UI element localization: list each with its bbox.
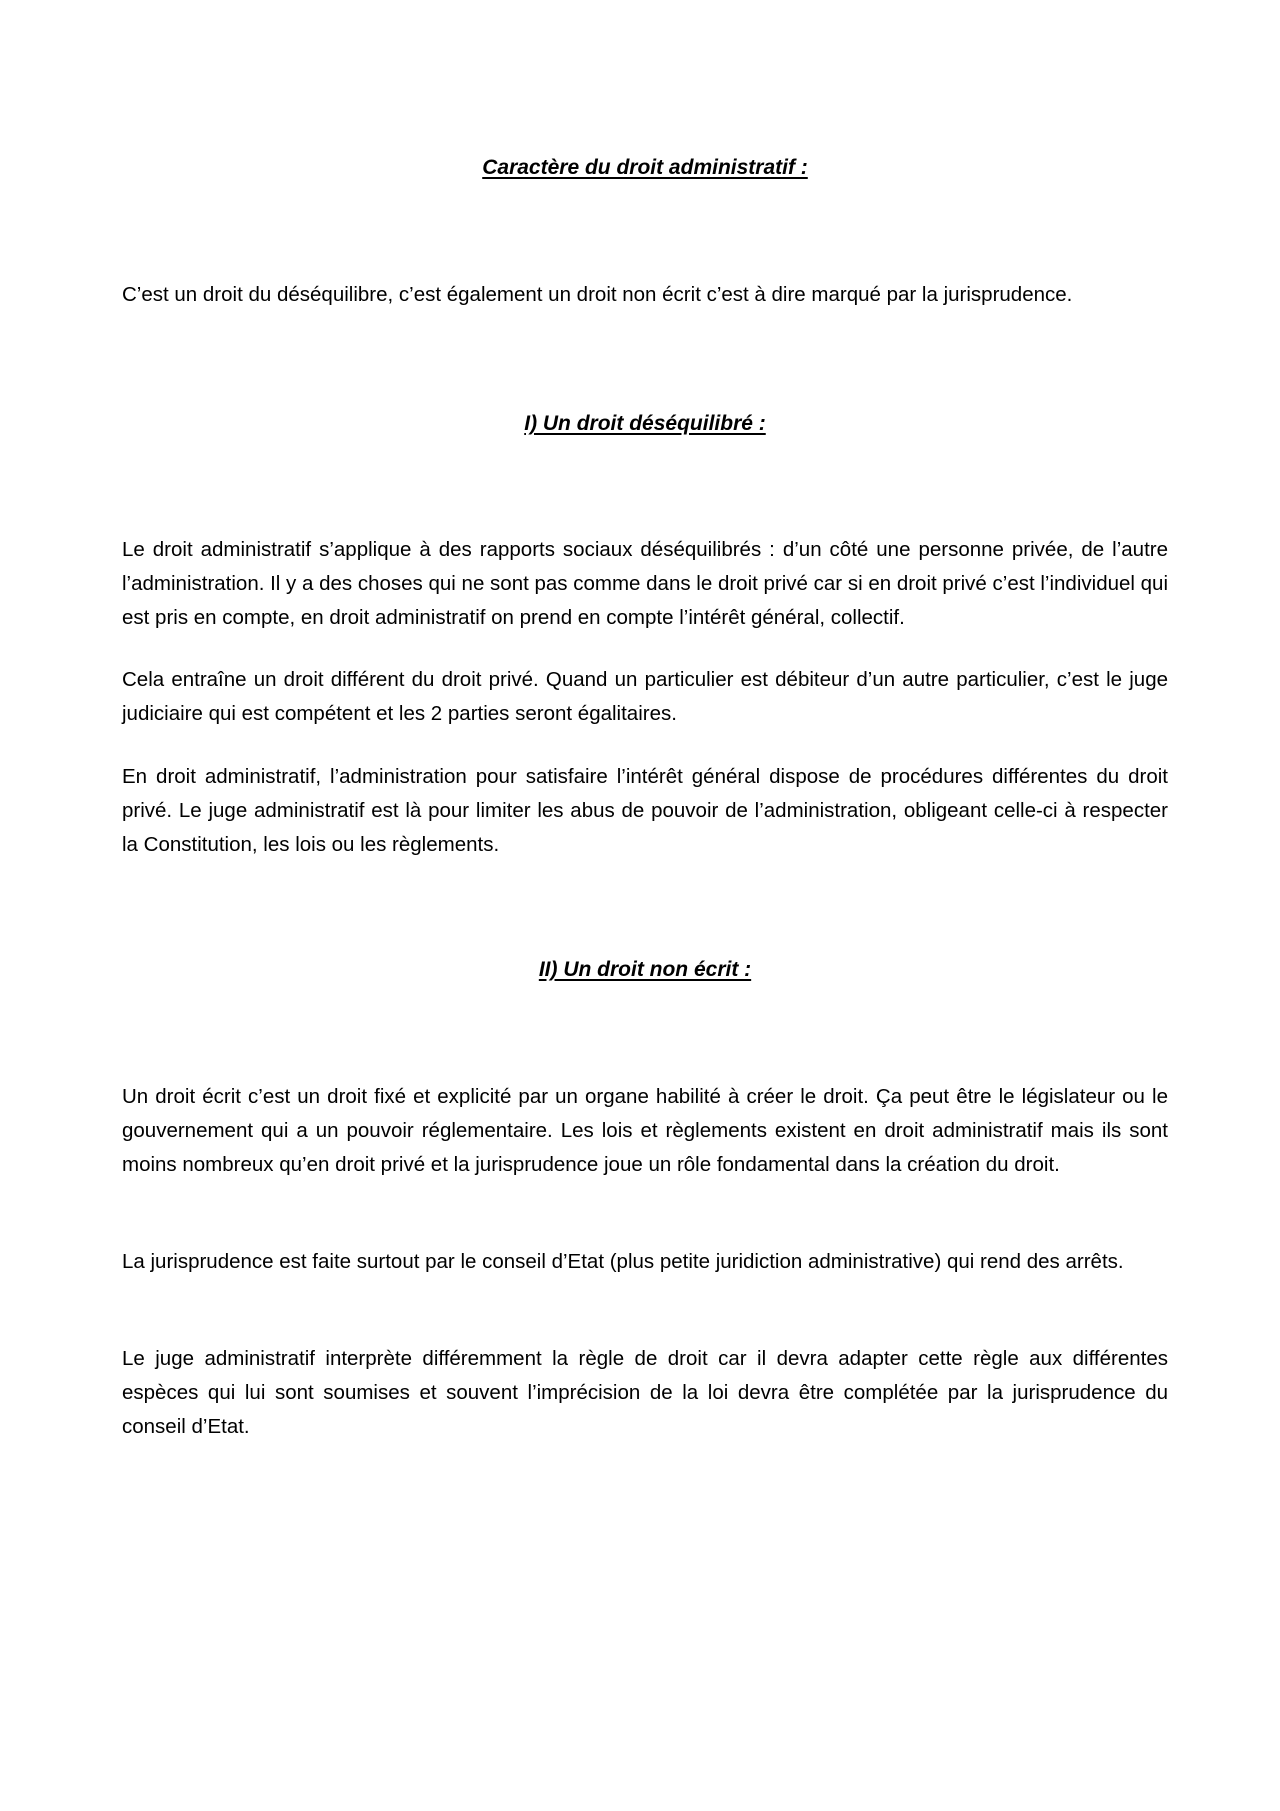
section1-paragraph-1: Le droit administratif s’applique à des rapports sociaux déséquilibrés : d’un côté une personne privée, de l’autre l’administration. Il y a des choses qui ne sont pas comme dans le droit privé car si en droit privé c’est l’individuel qui est pris en compte, en droit administratif on prend en compte l’intérêt général, collectif. bbox=[122, 538, 1169, 629]
section1-paragraph-3: En droit administratif, l’administration pour satisfaire l’intérêt général dispose de procédures différentes du droit privé. Le juge administratif est là pour limiter les abus de pouvoir de l’administration, obligeant celle-ci à respecter la Constitution, les lois ou les règlements. bbox=[122, 765, 1168, 856]
section1-heading: I) Un droit déséquilibré : bbox=[524, 412, 766, 435]
section2-paragraph-2: La jurisprudence est faite surtout par le conseil d’Etat (plus petite juridiction administrative) qui rend des arrêts. bbox=[122, 1250, 1124, 1273]
section2-paragraph-1: Un droit écrit c’est un droit fixé et explicité par un organe habilité à créer le droit. Ça peut être le législateur ou le gouvernement qui a un pouvoir réglementaire. Les lois et règlements existent en droit administratif mais ils sont moins nombreux qu’en droit privé et la jurisprudence joue un rôle fondamental dans la création du droit. bbox=[122, 1085, 1168, 1176]
section2-heading: II) Un droit non écrit : bbox=[538, 958, 752, 981]
section1-paragraph-2: Cela entraîne un droit différent du droit privé. Quand un particulier est débiteur d’un autre particulier, c’est le juge judiciaire qui est compétent et les 2 parties seront égalitaires. bbox=[122, 668, 1168, 725]
section2-paragraph-3: Le juge administratif interprète différemment la règle de droit car il devra adapter cette règle aux différentes espèces qui lui sont soumises et souvent l’imprécision de la loi devra être complétée par la jurisprudence du conseil d’Etat. bbox=[122, 1347, 1168, 1438]
document-title: Caractère du droit administratif : bbox=[482, 156, 808, 179]
intro-paragraph: C’est un droit du déséquilibre, c’est également un droit non écrit c’est à dire marqué par la jurisprudence. bbox=[122, 283, 1073, 306]
